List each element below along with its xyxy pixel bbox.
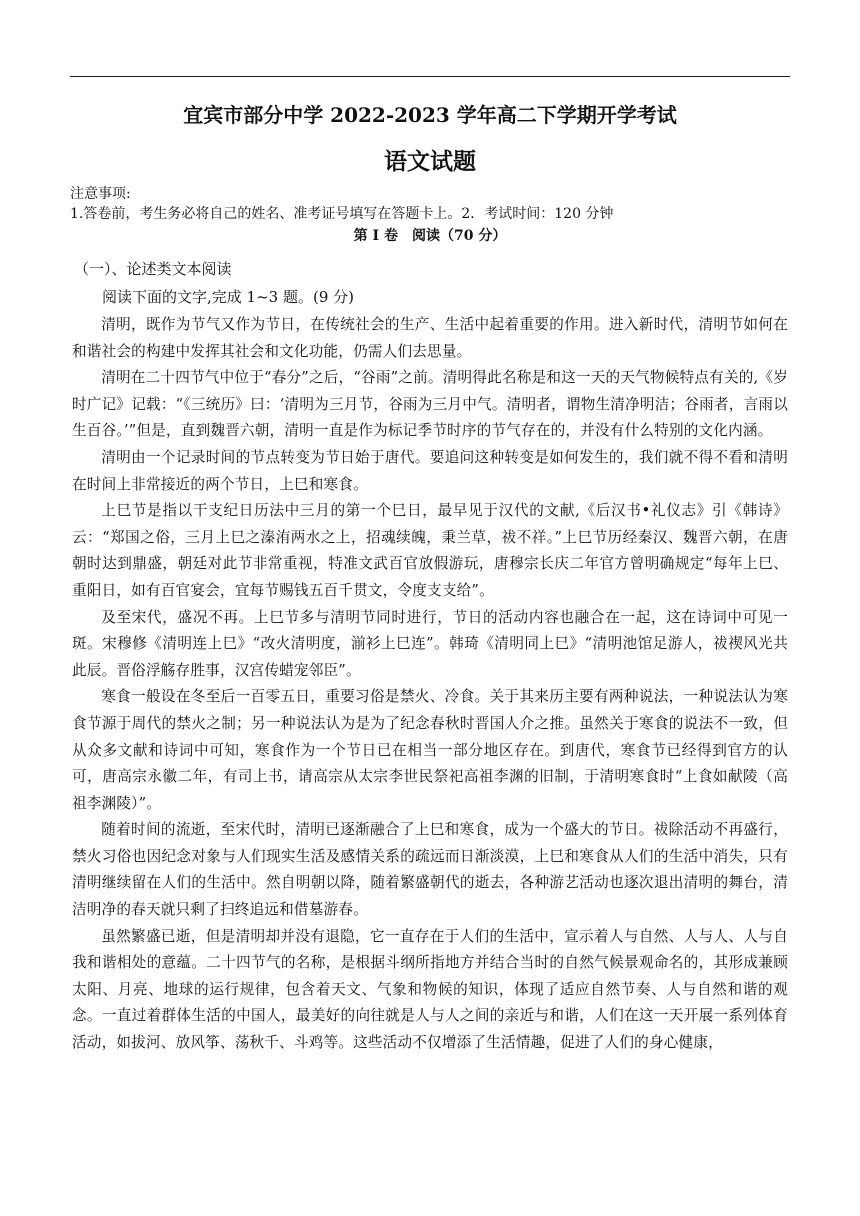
header-rule xyxy=(70,76,790,77)
reading-passage xyxy=(72,312,788,1057)
passage-paragraph-8: 虽然繁盛已逝，但是清明却并没有退隐，它一直存在于人们的生活中，宣示着人与自然、人与人、人与自我和谐相处的意蕴。二十四节气的名称，是根据斗纲所指地方并结合当时的自然气候景观命名的，其形成兼顾太阳、月亮、地球的运行规律，包含着天文、气象和物候的知识，体现了适应自然节奏、人与自然和谐的观念。一直过着群体生活的中国人，最美好的向往就是人与人之间的亲近与和谐，人们在这一天开展一系列体育活动，如拔河、放风筝、荡秋千、斗鸡等。这些活动不仅增添了生活情趣，促进了人们的身心健康， xyxy=(72,927,788,1052)
passage-paragraph-1: 清明，既作为节气又作为节日，在传统社会的生产、生活中起着重要的作用。进入新时代，清明节如何在和谐社会的构建中发挥其社会和文化功能，仍需人们去思量。 xyxy=(72,316,788,360)
section-heading: 第 I 卷 阅读（70 分） xyxy=(353,228,507,244)
passage-paragraph-7: 随着时间的流逝，至宋代时，清明已逐渐融合了上巳和寒食，成为一个盛大的节日。祓除活动不再盛行，禁火习俗也因纪念对象与人们现实生活及感情关系的疏远而日渐淡漠，上巳和寒食从人们的生活中消失，只有清明继续留在人们的生活中。然自明朝以降，随着繁盛朝代的逝去，各种游艺活动也逐次退出清明的舞台，清洁明净的春天就只剩了扫终追远和借墓游春。 xyxy=(72,821,788,919)
reading-instruction: 阅读下面的文字,完成 1~3 题。(9 分) xyxy=(102,288,354,306)
exam-subject-title: 语文试题 xyxy=(384,148,476,175)
exam-title: 宜宾市部分中学 2022-2023 学年高二下学期开学考试 xyxy=(183,103,677,127)
notice-heading: 注意事项: xyxy=(70,186,131,202)
passage-paragraph-3: 清明由一个记录时间的节点转变为节日始于唐代。要追问这种转变是如何发生的，我们就不得不看和清明在时间上非常接近的两个节日，上巳和寒食。 xyxy=(72,448,788,493)
passage-paragraph-5: 及至宋代，盛况不再。上巳节多与清明节同时进行，节日的活动内容也融合在一起，这在诗词中可见一斑。宋穆修《清明连上巳》“改火清明度，湔衫上巳连”。韩琦《清明同上巳》“清明池馆足游人，祓禊风光共此辰。晋俗浮觞存胜事，汉宫传蜡宠邻臣”。 xyxy=(72,608,788,679)
passage-paragraph-6: 寒食一般设在冬至后一百零五日，重要习俗是禁火、冷食。关于其来历主要有两种说法，一种说法认为寒食节源于周代的禁火之制；另一种说法认为是为了纪念春秋时晋国人介之推。虽然关于寒食的说法不一致，但从众多文献和诗词中可知，寒食作为一个节日已在相当一部分地区存在。到唐代，寒食节已经得到官方的认可，唐高宗永徽二年，有司上书，请高宗从太宗李世民祭祀高祖李渊的旧制，于清明寒食时“上食如献陵（高祖李渊陵）”。 xyxy=(72,688,788,812)
part-label: （一）、论述类文本阅读 xyxy=(74,260,232,278)
passage-paragraph-4: 上巳节是指以干支纪日历法中三月的第一个巳日，最早见于汉代的文献,《后汉书•礼仪志》引《韩诗》云：“郑国之俗，三月上巳之溱洧两水之上，招魂续魄，秉兰草，祓不祥。”上巳节历经秦汉、魏晋六朝，在唐朝时达到鼎盛，朝廷对此节非常重视，特准文武百官放假游玩，唐穆宗长庆二年官方曾明确规定“每年上巳、重阳日，如有百官宴会，宜每节赐钱五百千贯文，令度支支给”。 xyxy=(72,502,788,599)
notice-line: 1.答卷前，考生务必将自己的姓名、准考证号填写在答题卡上。2．考试时间：120 分钟 xyxy=(70,206,614,222)
passage-paragraph-2: 清明在二十四节气中位于“春分”之后，“谷雨”之前。清明得此名称是和这一天的天气物候特点有关的,《岁时广记》记载：“《三统历》曰：‘清明为三月节，谷雨为三月中气。清明者，谓物生清净明洁；谷雨者，言雨以生百谷。’”但是，直到魏晋六朝，清明一直是作为标记季节时序的节气存在的，并没有什么特别的文化内涵。 xyxy=(72,369,788,440)
